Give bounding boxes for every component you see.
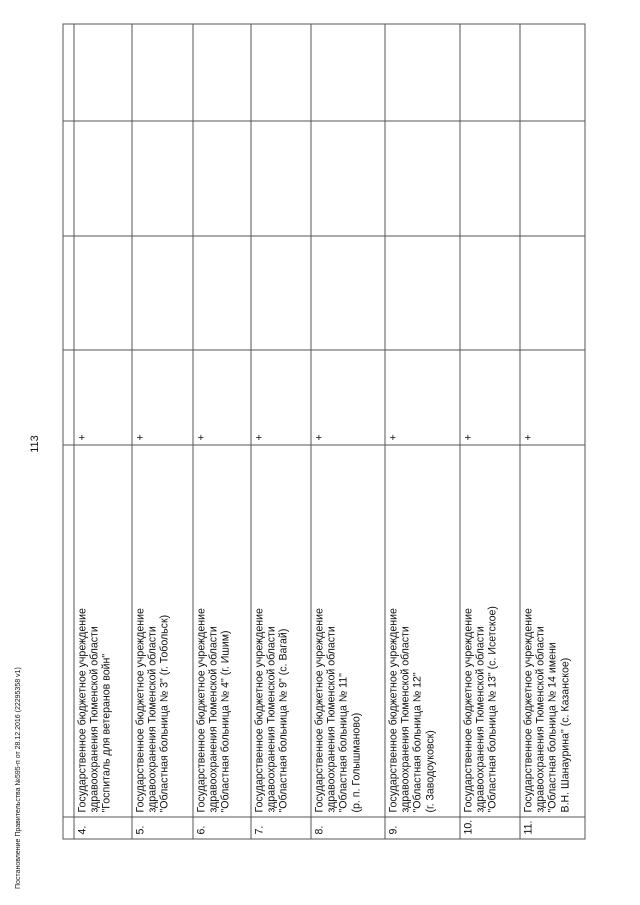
facility-name (385, 445, 460, 817)
table-cell (193, 24, 251, 121)
facility-name-line: Государственное бюджетное учреждение (462, 608, 474, 813)
row-number: 5. (132, 817, 193, 839)
table-cell (132, 24, 193, 121)
facility-name-line: здравоохранения Тюменской области (474, 626, 487, 813)
table-cell (132, 236, 193, 350)
facility-name-line: здравоохранения Тюменской области (399, 626, 412, 813)
plus-mark: + (251, 350, 311, 445)
facility-name-line: В.Н. Шанаурина" (с. Казанское) (558, 657, 571, 813)
table-cell (74, 121, 132, 236)
facility-name-line: "Областная больница № 13" (с. Исетское) (486, 606, 499, 813)
row-number: 7. (251, 817, 311, 839)
row-number: 4. (74, 817, 132, 839)
table-row (251, 24, 311, 839)
table-cell (520, 236, 585, 350)
table-cell (251, 24, 311, 121)
facility-name-line: (г. Заводоуковск) (423, 730, 436, 813)
facility-name (132, 445, 193, 817)
facility-name (193, 445, 251, 817)
table-cell (520, 24, 585, 121)
table-cell (385, 121, 460, 236)
table-cell (251, 236, 311, 350)
facility-name-line: "Областная больница № 3" (г. Тобольск) (158, 614, 171, 813)
facility-name-line: "Областная больница № 9" (с. Вагай) (277, 628, 290, 813)
table-row (74, 24, 132, 839)
facility-name-line: Государственное бюджетное учреждение (387, 608, 399, 813)
page-number: 113 (28, 435, 41, 453)
facility-name-line: Государственное бюджетное учреждение (313, 608, 325, 813)
plus-mark: + (132, 350, 193, 445)
facility-name-line: Государственное бюджетное учреждение (522, 608, 534, 813)
plus-mark: + (311, 350, 385, 445)
facility-name (251, 445, 311, 817)
facility-name-line: здравоохранения Тюменской области (88, 626, 101, 813)
plus-mark: + (520, 350, 585, 445)
table-cell (63, 121, 74, 236)
facility-name-line: "Областная больница № 12" (411, 672, 424, 813)
plus-mark: + (193, 350, 251, 445)
plus-mark: + (460, 350, 520, 445)
table-row (132, 24, 193, 839)
table-cell (460, 121, 520, 236)
facility-name-line: здравоохранения Тюменской области (325, 626, 338, 813)
table-row (311, 24, 385, 839)
facility-name (520, 445, 585, 817)
table-cell (63, 24, 74, 121)
facility-name-line: здравоохранения Тюменской области (207, 626, 220, 813)
table-cell (63, 236, 74, 350)
table-cell (193, 121, 251, 236)
table-cell (311, 24, 385, 121)
row-number: 10. (460, 817, 520, 839)
facility-name (74, 445, 132, 817)
facility-name-line: Государственное бюджетное учреждение (253, 608, 265, 813)
row-number: 6. (193, 817, 251, 839)
table-cell (63, 817, 74, 839)
facility-name-line: здравоохранения Тюменской области (146, 626, 159, 813)
facility-name-line: "Госпиталь для ветеранов войн" (100, 653, 113, 813)
table-cell (520, 121, 585, 236)
document-footer: Постановление Правительства №595-п от 28.12.2016 (22295358 v1) (15, 667, 22, 889)
facility-name-line: Государственное бюджетное учреждение (76, 608, 88, 813)
table-row (460, 24, 520, 839)
facility-name-line: "Областная больница № 14 имени (546, 642, 559, 813)
table-cell (311, 236, 385, 350)
table-cell (193, 236, 251, 350)
facility-name-line: Государственное бюджетное учреждение (195, 608, 207, 813)
table-cell (385, 24, 460, 121)
table-row (520, 24, 585, 839)
table-cell (63, 445, 74, 817)
facility-name-line: "Областная больница № 11" (337, 673, 350, 813)
table-cell (460, 236, 520, 350)
facility-name (460, 445, 520, 817)
table-cell (311, 121, 385, 236)
table-body (63, 24, 585, 839)
row-number: 11. (520, 817, 585, 839)
table-cell (74, 236, 132, 350)
facility-name-line: здравоохранения Тюменской области (534, 626, 547, 813)
table-row (385, 24, 460, 839)
table-cell (74, 24, 132, 121)
facility-name-line: здравоохранения Тюменской области (265, 626, 278, 813)
facilities-table (62, 24, 585, 840)
row-number: 9. (385, 817, 460, 839)
facility-name (311, 445, 385, 817)
table-cell (63, 350, 74, 445)
facility-name-line: (р. п. Голышманово) (349, 712, 362, 813)
table-cell (132, 121, 193, 236)
plus-mark: + (74, 350, 132, 445)
table-row-continuation (63, 24, 74, 839)
table-cell (251, 121, 311, 236)
facility-name-line: Государственное бюджетное учреждение (134, 608, 146, 813)
plus-mark: + (385, 350, 460, 445)
table-container (62, 25, 584, 840)
facility-name-line: "Областная больница № 4" (г. Ишим) (219, 630, 232, 813)
table-cell (385, 236, 460, 350)
table-row (193, 24, 251, 839)
row-number: 8. (311, 817, 385, 839)
table-cell (460, 24, 520, 121)
